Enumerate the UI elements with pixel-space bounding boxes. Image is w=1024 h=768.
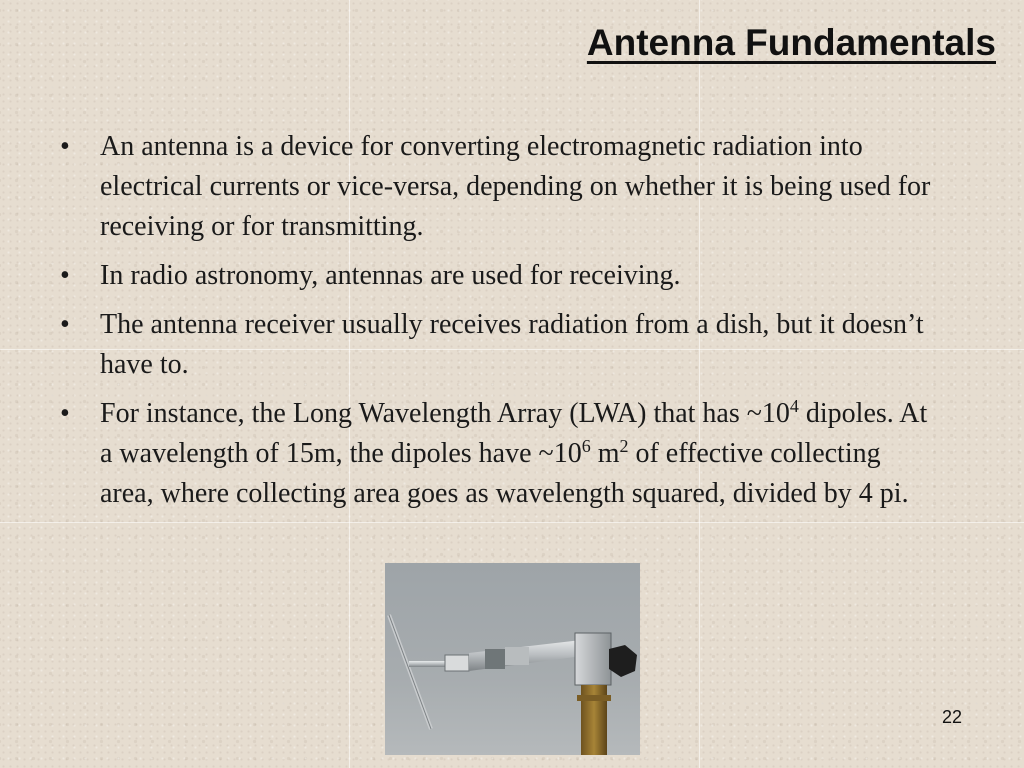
bullet-list [60,127,940,523]
mount-block [575,633,611,685]
boom-ring [505,647,529,665]
bullet-text-run: For instance, the Long Wavelength Array (LWA) that has ~10 [100,398,790,429]
bullet-text: An antenna is a device for converting electromagnetic radiation into electrical currents or vice-versa, depending on whether it is being used for receiving or for transmitting. [100,131,931,242]
knob [609,645,637,677]
bullet-marker: • [60,398,70,429]
exponent: 4 [789,396,799,416]
slide-title: Antenna Fundamentals [586,22,996,63]
mast-collar [577,695,611,701]
bullet-marker: • [60,309,70,340]
bullet-item [60,394,940,514]
bullet-item [60,256,940,296]
bullet-text-run: dipoles. At a wavelength of 15m, the dipoles have ~10 [100,398,928,469]
dipole-rod-shadow [389,615,431,729]
bullet-item [60,305,940,385]
page-number: 22 [941,707,962,727]
dipole-antenna-illustration [385,563,640,755]
bullet-text: In radio astronomy, antennas are used for receiving. [100,260,681,291]
bullet-marker: • [60,131,70,162]
connector [445,655,469,671]
dipole-antenna-photo [385,563,640,755]
bullet-marker: • [60,260,70,291]
bullet-text: The antenna receiver usually receives radiation from a dish, but it doesn’t have to. [100,309,924,380]
boom-clamp [485,649,505,669]
bullet-item [60,127,940,247]
bullet-text-run: m [590,438,620,469]
bullet-text [100,398,927,509]
exponent: 6 [581,436,591,456]
bullet-text-run: of effective collecting area, where collecting area goes as wavelength squared, divided by 4 pi. [100,438,909,509]
exponent: 2 [619,436,629,456]
